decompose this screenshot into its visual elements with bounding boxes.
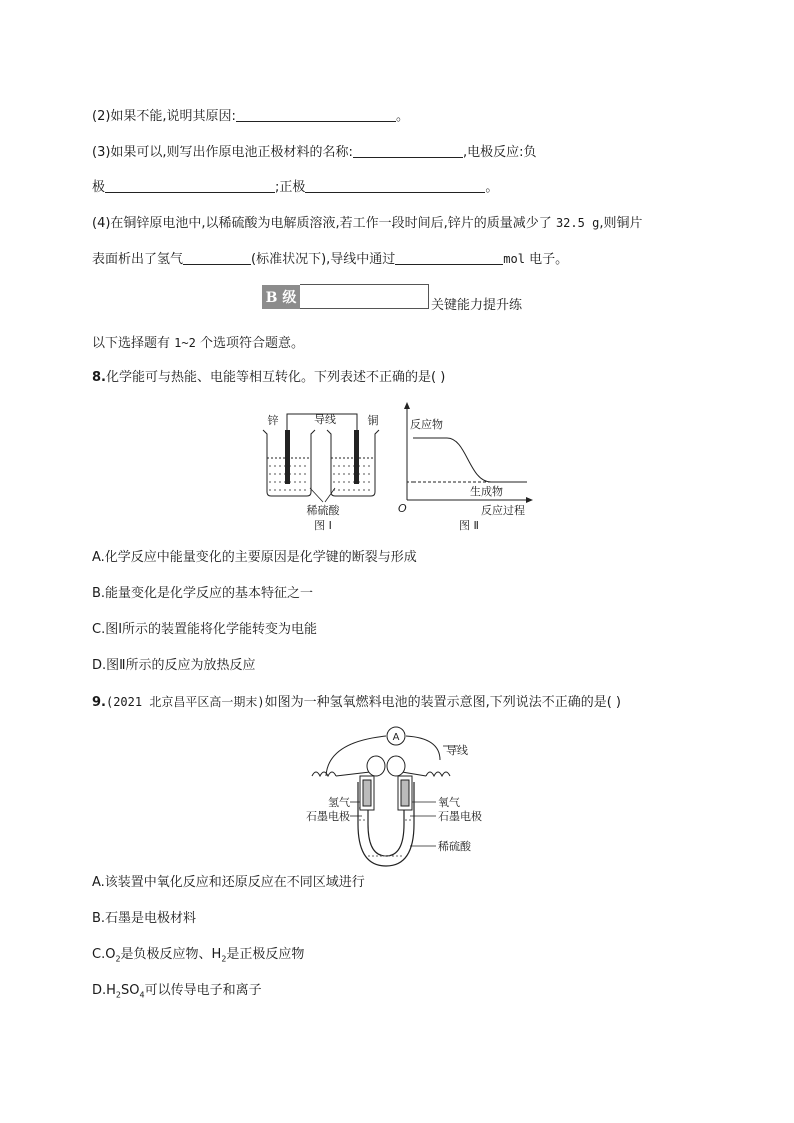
coil-left	[312, 772, 336, 776]
q8-option-b[interactable]: B.能量变化是化学反应的基本特征之一	[92, 586, 314, 601]
zinc-electrode	[285, 430, 290, 484]
q9-figure	[298, 724, 508, 869]
copper-label: 铜	[367, 414, 379, 427]
wire-label: 导线	[314, 413, 336, 426]
level-header	[262, 285, 523, 313]
q7-part2: (2)如果不能,说明其原因: 。	[92, 109, 409, 124]
level-badge: B 级	[262, 285, 300, 309]
q8-figure	[255, 400, 545, 535]
zinc-label: 锌	[267, 414, 279, 427]
q9-stem: 9.(2021 北京昌平区高一期末)如图为一种氢氧燃料电池的装置示意图,下列说法不正确的是( )	[92, 695, 621, 710]
reactant-label: 反应物	[410, 418, 443, 431]
coil-right	[426, 772, 450, 776]
o2-label: 氧气	[438, 796, 460, 809]
beaker-right	[327, 430, 379, 496]
origin-label: O	[398, 502, 407, 515]
q8-option-a[interactable]: A.化学反应中能量变化的主要原因是化学键的断裂与形成	[92, 550, 417, 565]
electrode-right-label: 石墨电极	[438, 810, 482, 823]
q9-option-c[interactable]: $C.O_2$是负极反应物、$H_2$是正极反应物	[92, 947, 305, 964]
answer-blank[interactable]	[305, 178, 485, 193]
energy-curve	[413, 438, 527, 482]
ammeter-label: A	[392, 732, 400, 743]
q8-option-d[interactable]: D.图Ⅱ所示的反应为放热反应	[92, 658, 256, 673]
h2-label: 氢气	[328, 796, 350, 809]
q8-option-c[interactable]: C.图Ⅰ所示的装置能将化学能转变为电能	[92, 622, 318, 637]
acid-label: 稀硫酸	[306, 504, 340, 517]
answer-blank[interactable]	[395, 250, 503, 265]
answer-blank[interactable]	[105, 178, 275, 193]
q7-part4-cont: 表面析出了氢气 (标准状况下),导线中通过 mol 电子。	[92, 252, 569, 267]
energy-diagram	[398, 402, 533, 532]
product-label: 生成物	[470, 485, 503, 498]
answer-blank[interactable]	[236, 107, 396, 122]
o2-bulb	[387, 756, 405, 776]
acid-label: 稀硫酸	[438, 840, 471, 853]
q9-option-b[interactable]: B.石墨是电极材料	[92, 911, 197, 926]
galvanic-cell-diagram	[263, 412, 379, 532]
q9-option-d[interactable]: $D.H_2SO_4$可以传导电子和离子	[92, 983, 262, 1000]
fuel-cell-diagram	[306, 727, 482, 866]
instruction: 以下选择题有 1~2 个选项符合题意。	[92, 336, 304, 351]
copper-electrode	[354, 430, 359, 484]
h2-bulb	[367, 756, 385, 776]
level-box	[300, 284, 429, 309]
electrode-left-label: 石墨电极	[306, 810, 350, 823]
answer-blank[interactable]	[183, 250, 251, 265]
q7-part3-electrodes: 极 ;正极 。	[92, 180, 499, 195]
level-title: 关键能力提升练	[431, 298, 523, 313]
q8-stem: 8.化学能可与热能、电能等相互转化。下列表述不正确的是( )	[92, 370, 446, 385]
q7-part4: (4)在铜锌原电池中,以稀硫酸为电解质溶液,若工作一段时间后,锌片的质量减少了 32.5 g,则铜片	[92, 216, 643, 231]
xaxis-label: 反应过程	[481, 504, 525, 517]
q9-option-a[interactable]: A.该装置中氧化反应和还原反应在不同区域进行	[92, 875, 365, 890]
fig1-caption: 图 Ⅰ	[314, 519, 332, 532]
fig2-caption: 图 Ⅱ	[459, 519, 479, 532]
answer-blank[interactable]	[353, 143, 463, 158]
wire-right	[406, 736, 440, 760]
q7-part3: (3)如果可以,则写出作原电池正极材料的名称: ,电极反应:负	[92, 145, 537, 160]
wire-label: 导线	[446, 744, 468, 757]
